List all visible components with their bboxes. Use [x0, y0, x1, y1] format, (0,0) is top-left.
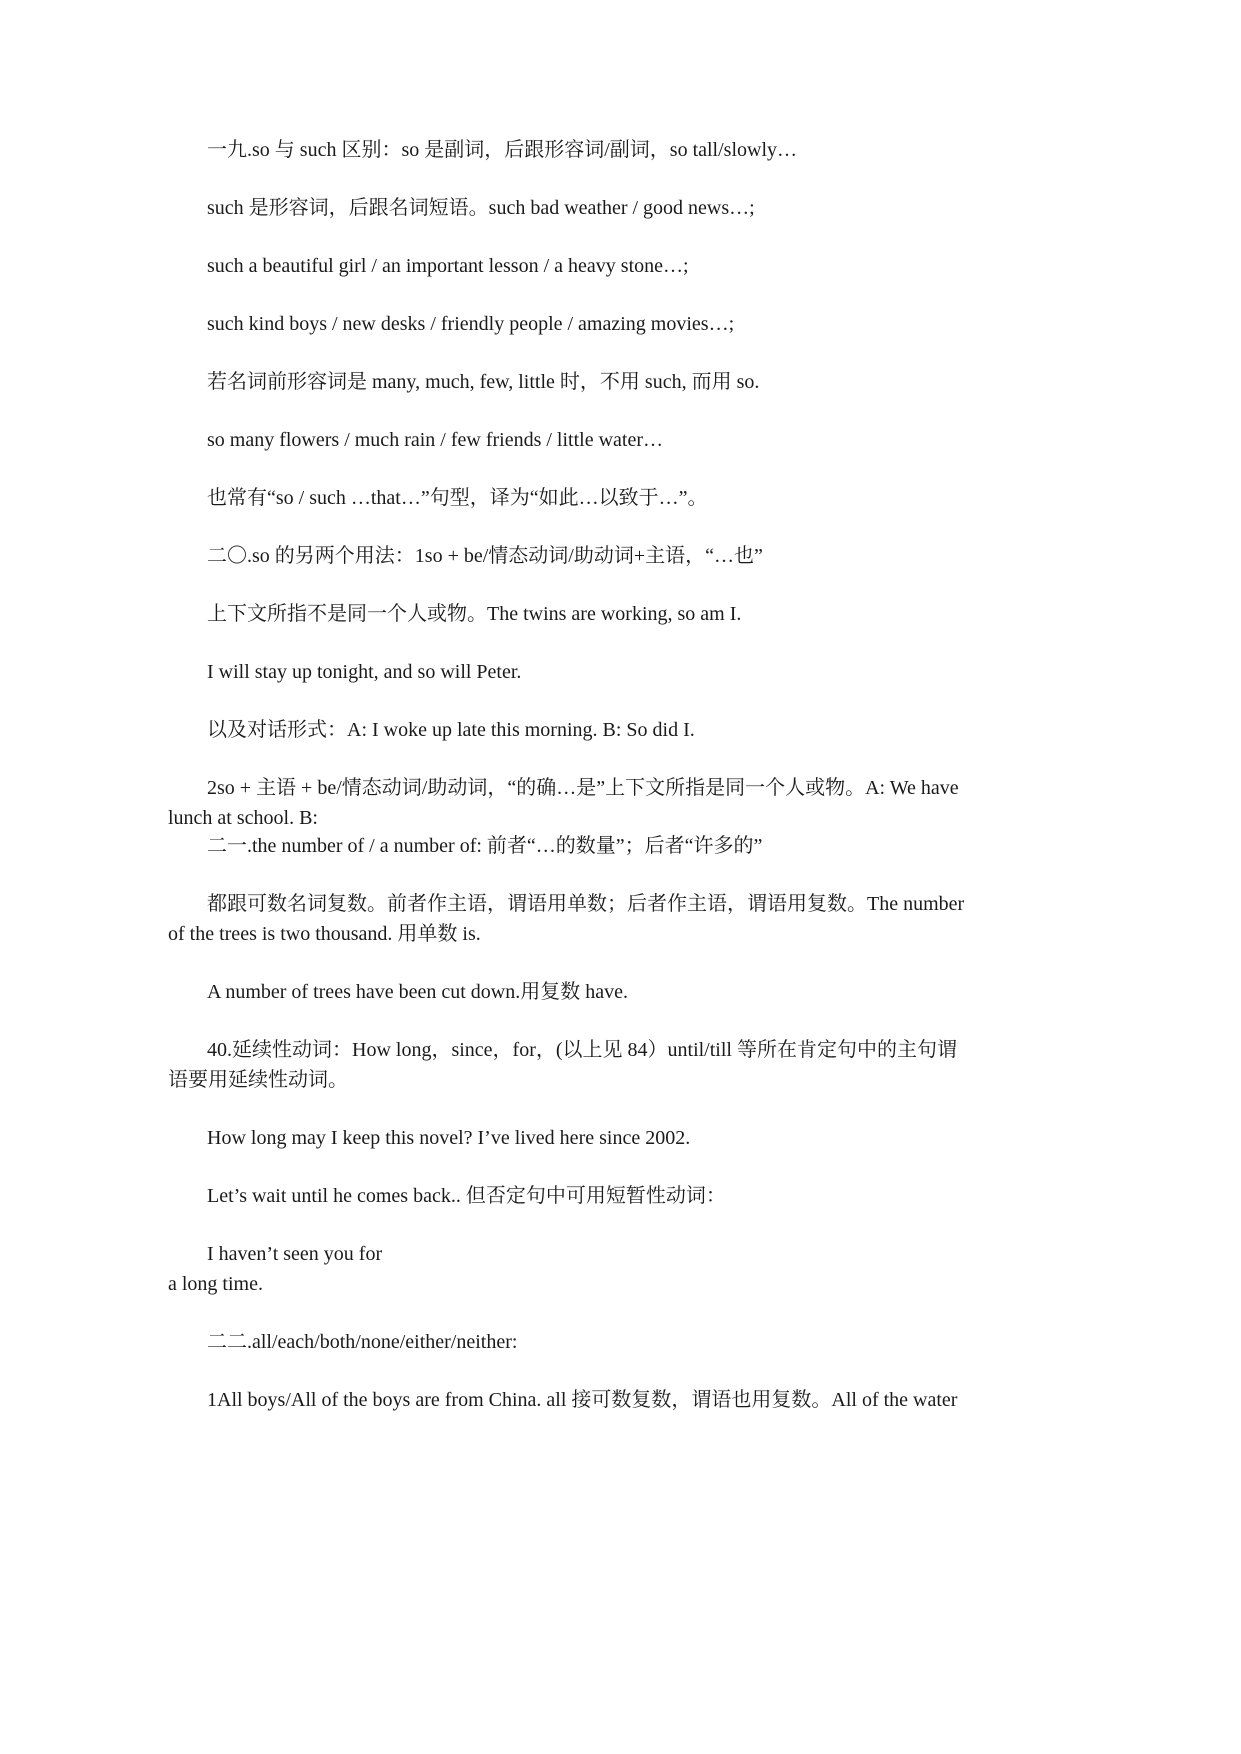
text-line: 二〇.so 的另两个用法：1so + be/情态动词/助动词+主语，“…也” — [207, 545, 763, 567]
text-line: Let’s wait until he comes back.. 但否定句中可用短暂性动词： — [207, 1185, 726, 1207]
text-line: 若名词前形容词是 many, much, few, little 时，不用 such, 而用 so. — [207, 371, 760, 393]
text-line: 1All boys/All of the boys are from China. all 接可数复数，谓语也用复数。All of the water — [207, 1389, 958, 1411]
text-line: such kind boys / new desks / friendly people / amazing movies…; — [207, 313, 735, 335]
text-line: 以及对话形式：A: I woke up late this morning. B: So did I. — [207, 719, 695, 741]
text-line: 都跟可数名词复数。前者作主语，谓语用单数；后者作主语，谓语用复数。The number — [207, 893, 965, 915]
text-line: How long may I keep this novel? I’ve lived here since 2002. — [207, 1127, 691, 1149]
text-line: lunch at school. B: — [168, 807, 318, 829]
text-line: such a beautiful girl / an important lesson / a heavy stone…; — [207, 255, 689, 277]
text-line: 40.延续性动词：How long，since，for，(以上见 84）until/till 等所在肯定句中的主句谓 — [207, 1039, 957, 1061]
text-line: I will stay up tonight, and so will Peter. — [207, 661, 522, 683]
text-line: 语要用延续性动词。 — [168, 1069, 348, 1091]
text-line: so many flowers / much rain / few friends / little water… — [207, 429, 663, 451]
text-line: such 是形容词，后跟名词短语。such bad weather / good news…; — [207, 197, 755, 219]
text-line: I haven’t seen you for — [207, 1243, 383, 1265]
text-line: 上下文所指不是同一个人或物。The twins are working, so am I. — [207, 603, 742, 625]
text-line: A number of trees have been cut down.用复数 have. — [207, 981, 628, 1003]
text-line: a long time. — [168, 1273, 263, 1295]
text-line: of the trees is two thousand. 用单数 is. — [168, 923, 481, 945]
text-line: 2so + 主语 + be/情态动词/助动词，“的确…是”上下文所指是同一个人或物。A: We have — [207, 777, 959, 799]
text-line: 二一.the number of / a number of: 前者“…的数量”；后者“许多的” — [207, 835, 763, 857]
text-line: 二二.all/each/both/none/either/neither: — [207, 1331, 518, 1353]
text-line: 也常有“so / such …that…”句型，译为“如此…以致于…”。 — [207, 487, 708, 509]
text-line: 一九.so 与 such 区别：so 是副词，后跟形容词/副词，so tall/slowly… — [207, 139, 798, 161]
